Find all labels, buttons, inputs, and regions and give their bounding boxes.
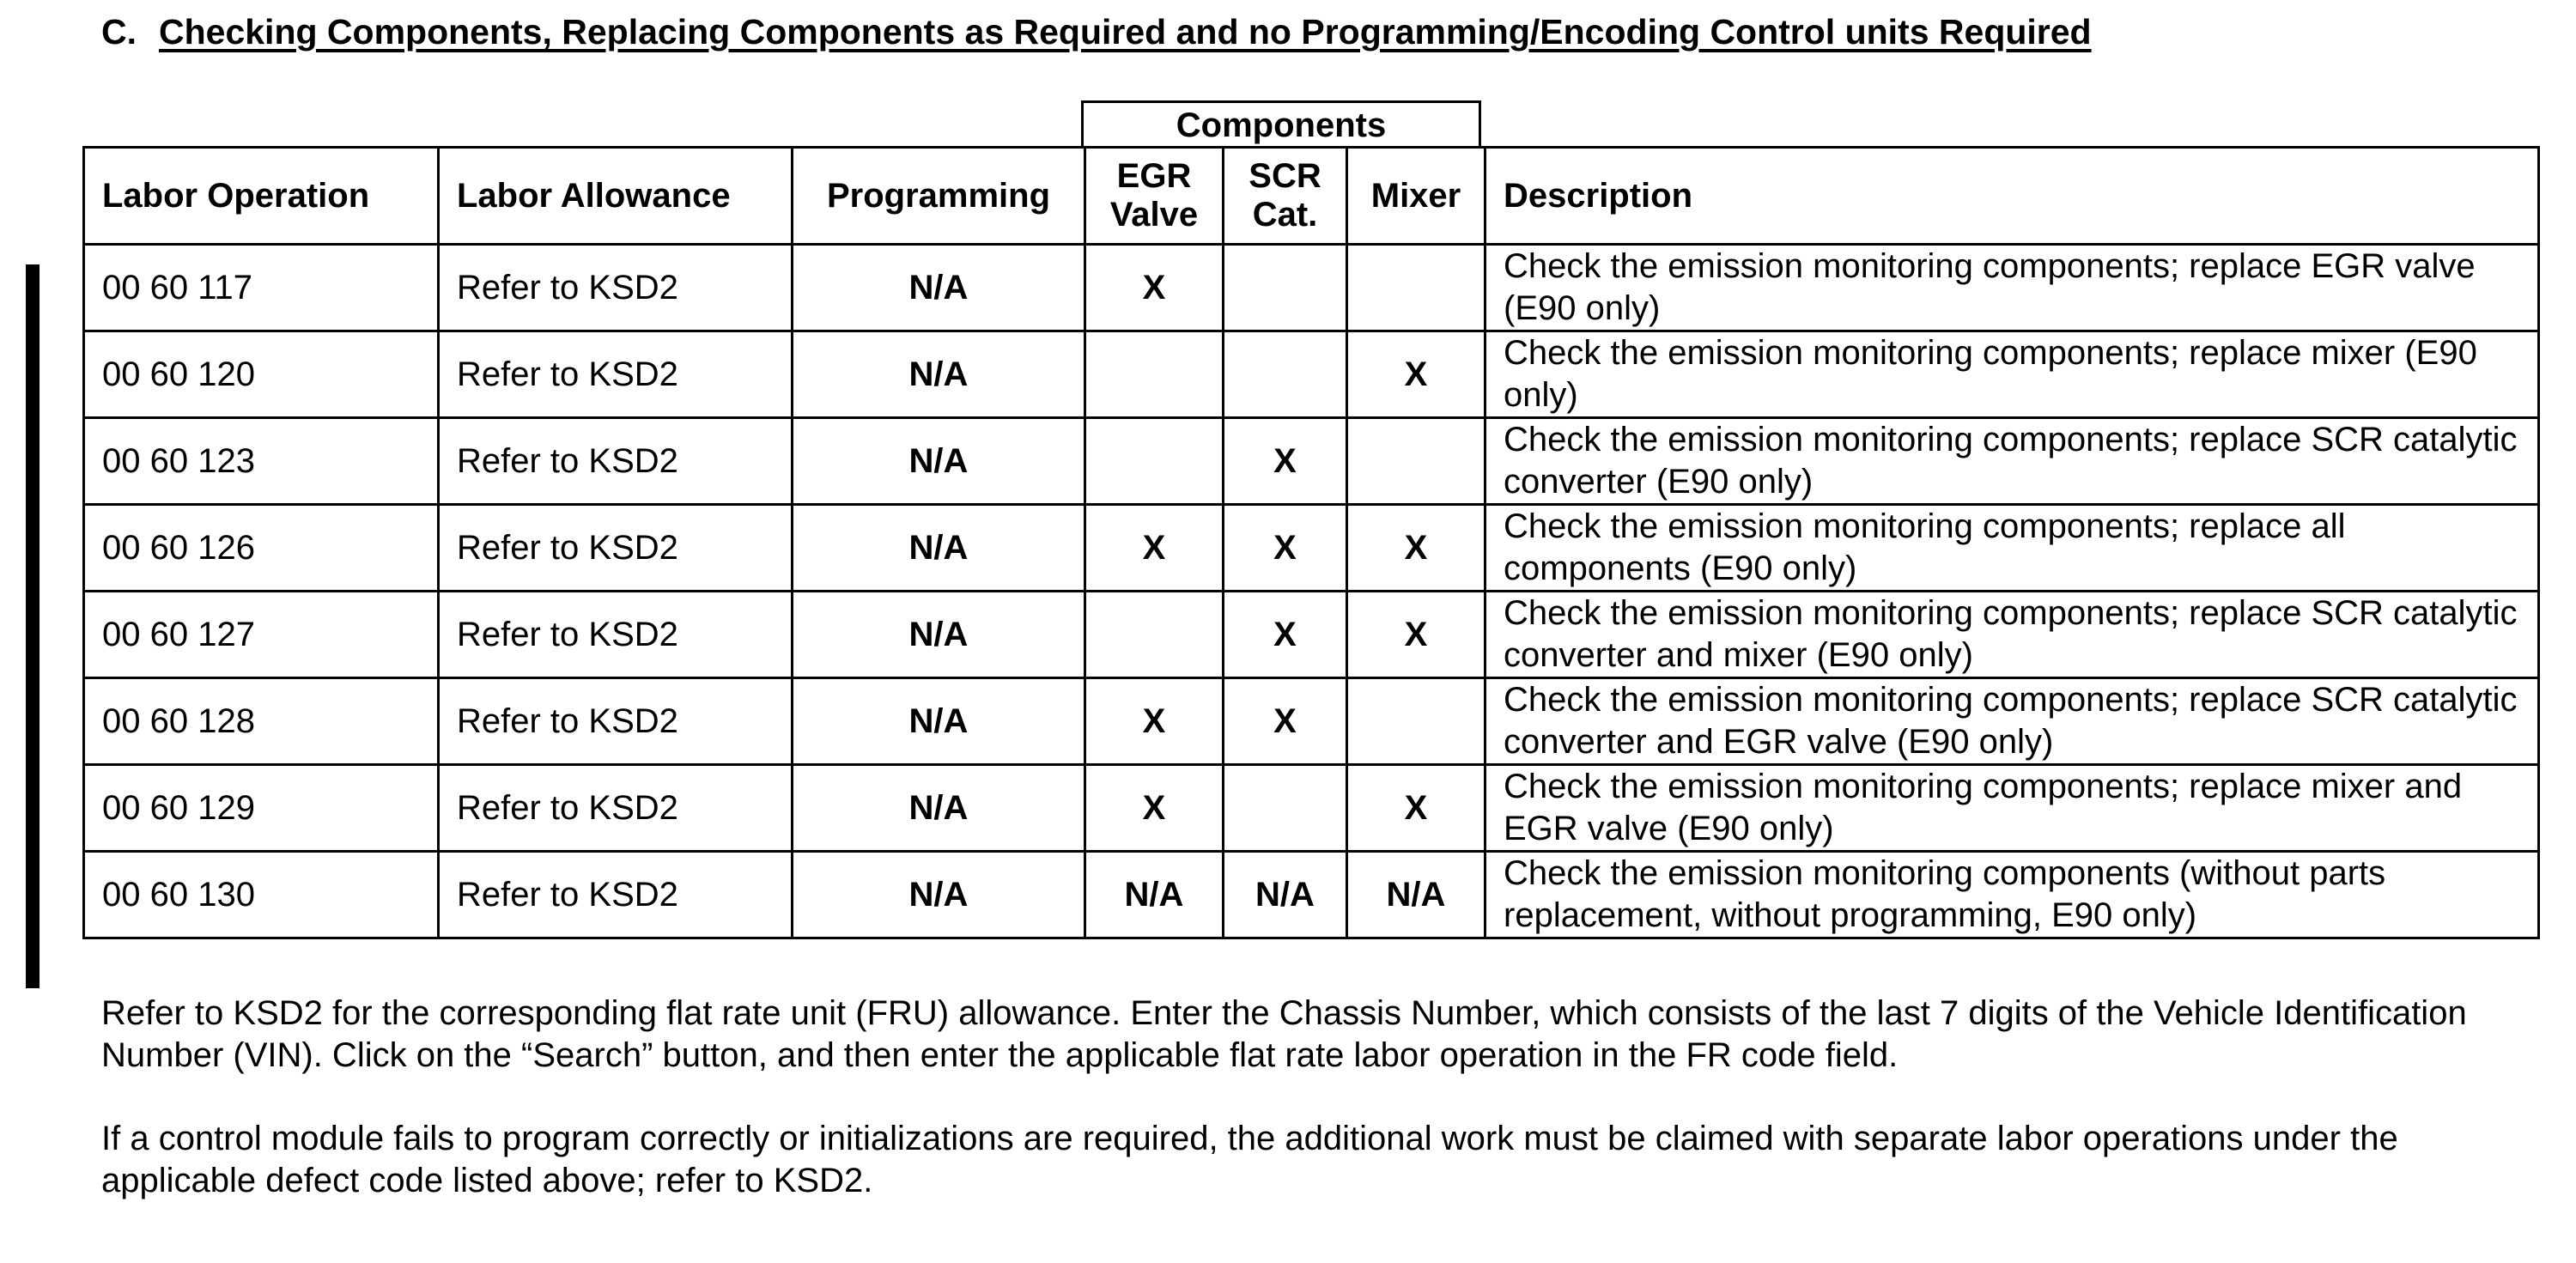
- labor-allowance-cell: Refer to KSD2: [439, 245, 793, 331]
- labor-allowance-cell: Refer to KSD2: [439, 505, 793, 592]
- labor-allowance-cell: Refer to KSD2: [439, 765, 793, 852]
- components-group-header: Components: [1081, 100, 1481, 146]
- mixer-cell: [1347, 678, 1485, 765]
- labor-operation-cell: 00 60 123: [84, 418, 439, 505]
- header-scr-cat: [1224, 148, 1347, 245]
- description-cell: Check the emission monitoring components; replace mixer and EGR valve (E90 only): [1485, 765, 2539, 852]
- scr-cat-cell: X: [1224, 418, 1347, 505]
- labor-operation-cell: 00 60 127: [84, 592, 439, 678]
- labor-operation-cell: 00 60 130: [84, 852, 439, 938]
- header-scr-line1: SCR: [1249, 157, 1321, 195]
- mixer-cell: X: [1347, 505, 1485, 592]
- mixer-cell: N/A: [1347, 852, 1485, 938]
- header-labor-operation: Labor Operation: [84, 148, 439, 245]
- revision-change-bar: [26, 264, 39, 988]
- scr-cat-cell: [1224, 245, 1347, 331]
- programming-cell: N/A: [793, 418, 1085, 505]
- scr-cat-cell: X: [1224, 592, 1347, 678]
- programming-cell: N/A: [793, 678, 1085, 765]
- scr-cat-cell: [1224, 765, 1347, 852]
- egr-valve-cell: [1085, 418, 1224, 505]
- mixer-cell: [1347, 245, 1485, 331]
- header-mixer: Mixer: [1347, 148, 1485, 245]
- table-row: [84, 505, 2539, 592]
- scr-cat-cell: X: [1224, 505, 1347, 592]
- table-row: [84, 592, 2539, 678]
- table-row: [84, 765, 2539, 852]
- labor-allowance-cell: Refer to KSD2: [439, 852, 793, 938]
- scr-cat-cell: N/A: [1224, 852, 1347, 938]
- description-cell: Check the emission monitoring components; replace SCR catalytic converter and mixer (E90 only): [1485, 592, 2539, 678]
- programming-cell: N/A: [793, 245, 1085, 331]
- header-programming: Programming: [793, 148, 1085, 245]
- description-cell: Check the emission monitoring components; replace SCR catalytic converter (E90 only): [1485, 418, 2539, 505]
- header-description: Description: [1485, 148, 2539, 245]
- labor-operation-cell: 00 60 128: [84, 678, 439, 765]
- labor-allowance-cell: Refer to KSD2: [439, 418, 793, 505]
- section-title: Checking Components, Replacing Components as Required and no Programming/Encoding Control units Required: [159, 12, 2092, 52]
- description-cell: Check the emission monitoring components; replace EGR valve (E90 only): [1485, 245, 2539, 331]
- mixer-cell: X: [1347, 765, 1485, 852]
- header-egr-line2: Valve: [1109, 196, 1199, 234]
- scr-cat-cell: [1224, 331, 1347, 418]
- egr-valve-cell: X: [1085, 678, 1224, 765]
- mixer-cell: X: [1347, 331, 1485, 418]
- programming-cell: N/A: [793, 765, 1085, 852]
- egr-valve-cell: [1085, 331, 1224, 418]
- section-heading: [101, 12, 2092, 52]
- egr-valve-cell: N/A: [1085, 852, 1224, 938]
- egr-valve-cell: X: [1085, 765, 1224, 852]
- labor-operation-cell: 00 60 126: [84, 505, 439, 592]
- labor-operations-table: [82, 146, 2540, 939]
- egr-valve-cell: X: [1085, 505, 1224, 592]
- header-labor-allowance: Labor Allowance: [439, 148, 793, 245]
- description-cell: Check the emission monitoring components; replace mixer (E90 only): [1485, 331, 2539, 418]
- egr-valve-cell: [1085, 592, 1224, 678]
- header-egr-line1: EGR: [1116, 157, 1192, 195]
- scr-cat-cell: X: [1224, 678, 1347, 765]
- egr-valve-cell: X: [1085, 245, 1224, 331]
- table-row: [84, 331, 2539, 418]
- description-cell: Check the emission monitoring components; replace SCR catalytic converter and EGR valve (E90 only): [1485, 678, 2539, 765]
- table-row: [84, 678, 2539, 765]
- labor-operation-cell: 00 60 117: [84, 245, 439, 331]
- labor-allowance-cell: Refer to KSD2: [439, 592, 793, 678]
- programming-cell: N/A: [793, 852, 1085, 938]
- table-row: [84, 245, 2539, 331]
- mixer-cell: X: [1347, 592, 1485, 678]
- section-prefix: C.: [101, 12, 137, 52]
- programming-cell: N/A: [793, 592, 1085, 678]
- fru-allowance-note: Refer to KSD2 for the corresponding flat rate unit (FRU) allowance. Enter the Chassis Number, which consists of the last 7 digits of the Vehicle Identification Number (VIN). Click on the “Search” button, and then enter the applicable flat rate labor operation in the FR code field.: [101, 994, 2467, 1074]
- programming-cell: N/A: [793, 331, 1085, 418]
- description-cell: Check the emission monitoring components (without parts replacement, without programming, E90 only): [1485, 852, 2539, 938]
- header-egr-valve: [1085, 148, 1224, 245]
- table-row: [84, 418, 2539, 505]
- programming-cell: N/A: [793, 505, 1085, 592]
- header-scr-line2: Cat.: [1252, 196, 1318, 234]
- description-cell: Check the emission monitoring components; replace all components (E90 only): [1485, 505, 2539, 592]
- labor-allowance-cell: Refer to KSD2: [439, 331, 793, 418]
- table-row: [84, 852, 2539, 938]
- labor-operation-cell: 00 60 129: [84, 765, 439, 852]
- control-module-note: If a control module fails to program correctly or initializations are required, the additional work must be claimed with separate labor operations under the applicable defect code listed above; refer to KSD2.: [101, 1120, 2398, 1199]
- mixer-cell: [1347, 418, 1485, 505]
- table-header-row: [84, 148, 2539, 245]
- labor-operation-cell: 00 60 120: [84, 331, 439, 418]
- labor-allowance-cell: Refer to KSD2: [439, 678, 793, 765]
